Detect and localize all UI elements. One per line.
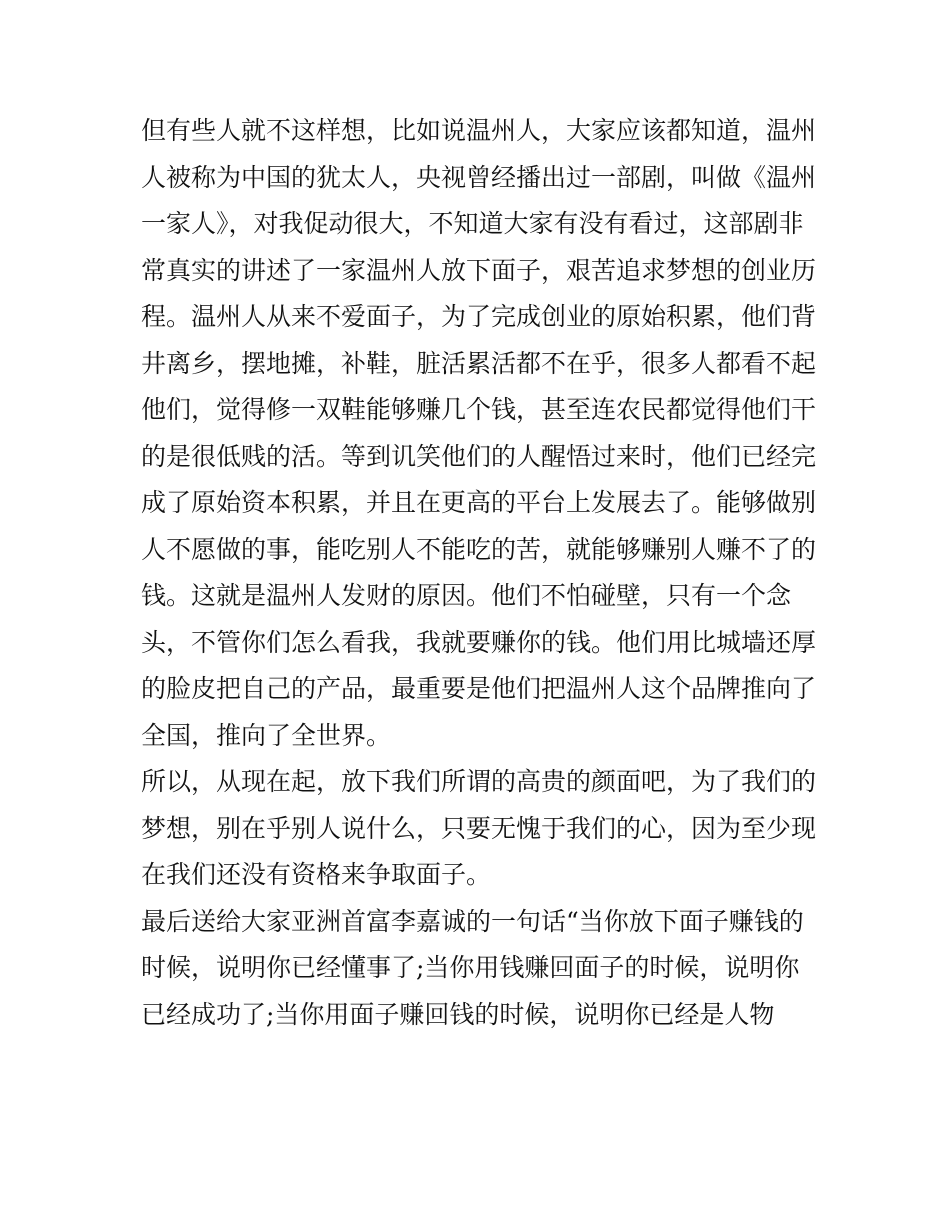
text-line: 人被称为中国的犹太人，央视曾经播出过一部剧，叫做《温州 [141,162,817,192]
text-line: 一家人》，对我促动很大，不知道大家有没有看过，这部剧非 [141,209,804,238]
text-line: 人不愿做的事，能吃别人不能吃的苦，就能够赚别人赚不了的 [141,534,817,564]
text-line: 但有些人就不这样想，比如说温州人，大家应该都知道，温州 [141,116,817,145]
text-line: 已经成功了;当你用面子赚回钱的时候，说明你已经是人物 [141,999,775,1029]
text-line: 梦想，别在乎别人说什么，只要无愧于我们的心，因为至少现 [141,813,817,843]
text-line: 井离乡，摆地摊，补鞋，脏活累活都不在乎，很多人都看不起 [141,348,817,378]
text-line: 所以，从现在起，放下我们所谓的高贵的颜面吧，为了我们的 [141,767,817,796]
text-line: 最后送给大家亚洲首富李嘉诚的一句话“当你放下面子赚钱的 [141,906,804,936]
text-line: 全国，推向了全世界。 [141,720,392,750]
body-text [141,108,821,1038]
text-line: 的脸皮把自己的产品，最重要是他们把温州人这个品牌推向了 [141,674,817,703]
text-line: 的是很低贱的活。等到讥笑他们的人醒悟过来时，他们已经完 [141,441,817,471]
text-line: 钱。这就是温州人发财的原因。他们不怕碰壁，只有一个念 [141,581,792,610]
text-line: 程。温州人从来不爱面子，为了完成创业的原始积累，他们背 [141,302,817,331]
text-line: 常真实的讲述了一家温州人放下面子，艰苦追求梦想的创业历 [141,255,817,285]
text-line: 头，不管你们怎么看我，我就要赚你的钱。他们用比城墙还厚 [141,627,817,657]
text-line: 在我们还没有资格来争取面子。 [141,860,492,889]
text-line: 他们，觉得修一双鞋能够赚几个钱，甚至连农民都觉得他们干 [141,395,817,424]
text-line: 时候，说明你已经懂事了;当你用钱赚回面子的时候，说明你 [141,953,800,982]
text-line: 成了原始资本积累，并且在更高的平台上发展去了。能够做别 [141,488,817,517]
